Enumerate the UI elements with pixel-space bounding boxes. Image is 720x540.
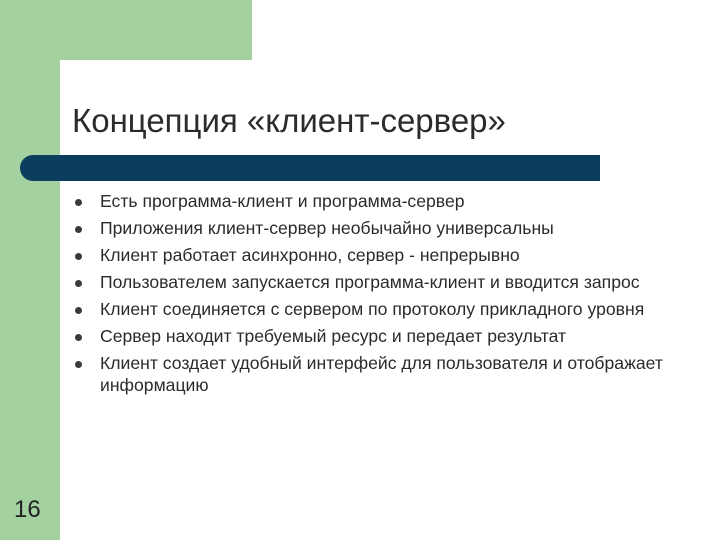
- bullet-dot-icon: [75, 199, 82, 206]
- green-side-band: [0, 0, 60, 540]
- bullet-text: Клиент работает асинхронно, сервер - непрерывно: [100, 245, 520, 265]
- bullet-text: Сервер находит требуемый ресурс и передает результат: [100, 326, 567, 346]
- bullet-item: [72, 245, 692, 267]
- bullet-item: [72, 218, 692, 240]
- bullet-text: Пользователем запускается программа-клиент и вводится запрос: [100, 272, 640, 292]
- slide-title: Концепция «клиент-сервер»: [72, 102, 506, 139]
- bullet-item: [72, 353, 692, 396]
- bullet-dot-icon: [75, 334, 82, 341]
- bullet-dot-icon: [75, 280, 82, 287]
- title-underline-bar: [20, 155, 600, 181]
- bullet-dot-icon: [75, 361, 82, 368]
- bullet-item: [72, 326, 692, 348]
- slide-number: 16: [14, 496, 41, 523]
- bullet-dot-icon: [75, 226, 82, 233]
- green-top-band: [0, 0, 252, 60]
- bullet-text: Приложения клиент-сервер необычайно универсальны: [100, 218, 554, 238]
- bullet-item: [72, 272, 692, 294]
- bullet-item: [72, 191, 692, 213]
- bullet-text: Клиент соединяется с сервером по протоколу прикладного уровня: [100, 299, 645, 319]
- bullet-dot-icon: [75, 253, 82, 260]
- bullet-item: [72, 299, 692, 321]
- bullet-list: [72, 191, 692, 402]
- bullet-text: Клиент создает удобный интерфейс для пользователя и отображает информацию: [100, 353, 663, 395]
- bullet-text: Есть программа-клиент и программа-сервер: [100, 191, 465, 211]
- bullet-dot-icon: [75, 307, 82, 314]
